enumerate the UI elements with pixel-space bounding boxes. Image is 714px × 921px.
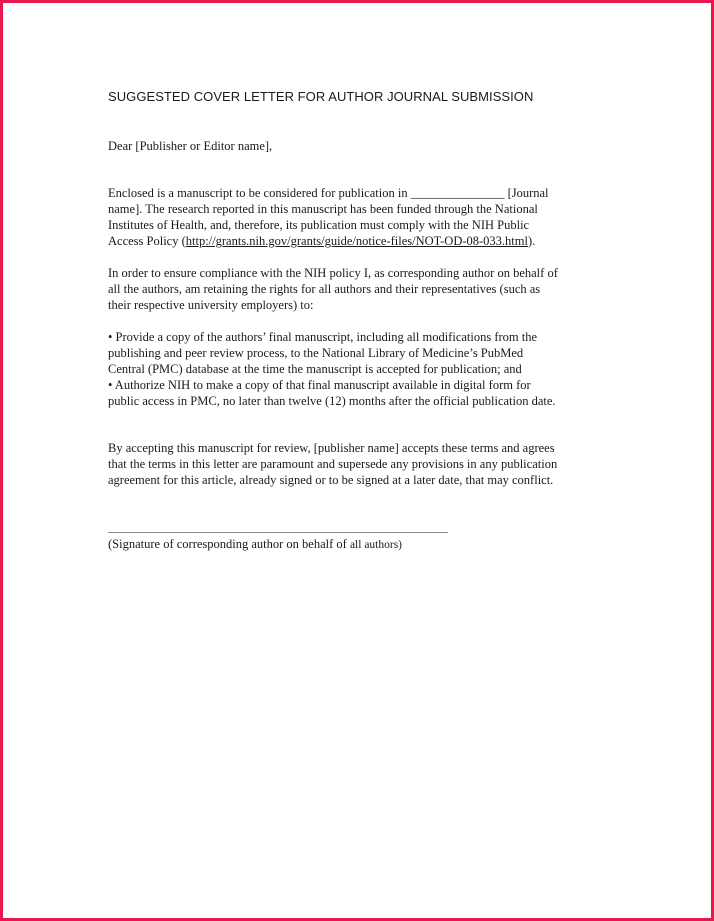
salutation <box>108 138 618 154</box>
salutation-text: Dear [Publisher or Editor name], <box>108 139 273 153</box>
paragraph2-line: all the authors, am retaining the rights for all authors and their representatives (such as <box>108 282 541 296</box>
paragraph2-line: their respective university employers) to: <box>108 298 314 312</box>
signature-caption-text <box>108 536 618 553</box>
paragraph4-line: that the terms in this letter are paramount and supersede any provisions in any publication <box>108 457 558 471</box>
paragraph1-line: Institutes of Health, and, therefore, its publication must comply with the NIH Public <box>108 218 530 232</box>
paragraph4-line: By accepting this manuscript for review, [publisher name] accepts these terms and agrees <box>108 441 555 455</box>
paragraph1-line: name]. The research reported in this manuscript has been funded through the National <box>108 202 538 216</box>
signature-line <box>108 532 448 533</box>
paragraph1-link-prefix: Access Policy ( <box>108 234 186 248</box>
document-title: SUGGESTED COVER LETTER FOR AUTHOR JOURNAL SUBMISSION <box>108 89 534 104</box>
paragraph1-line: Enclosed is a manuscript to be considered for publication in _______________ [Journal <box>108 186 549 200</box>
bullet-list <box>108 329 618 409</box>
signature-caption-main: (Signature of corresponding author on behalf of <box>108 537 350 551</box>
paragraph-acceptance-terms <box>108 440 618 488</box>
paragraph-compliance <box>108 265 618 313</box>
signature-caption <box>108 536 618 553</box>
paragraph-manuscript-enclosed <box>108 185 618 249</box>
paragraph1-line-with-link <box>108 233 618 249</box>
paragraph1-link-suffix: ). <box>527 234 536 248</box>
bullet-authorize-nih-line: public access in PMC, no later than twelve (12) months after the official publication date. <box>108 394 556 408</box>
bullet-provide-copy-line: • Provide a copy of the authors’ final manuscript, including all modifications from the <box>108 330 538 344</box>
paragraph2-line: In order to ensure compliance with the NIH policy I, as corresponding author on behalf of <box>108 266 558 280</box>
bullet-provide-copy-line: Central (PMC) database at the time the manuscript is accepted for publication; and <box>108 362 522 376</box>
nih-policy-link[interactable]: http://grants.nih.gov/grants/guide/notice-files/NOT-OD-08-033.html <box>185 234 528 248</box>
bullet-authorize-nih-line: • Authorize NIH to make a copy of that final manuscript available in digital form for <box>108 378 531 392</box>
bullet-provide-copy-line: publishing and peer review process, to the National Library of Medicine’s PubMed <box>108 346 524 360</box>
paragraph4-line: agreement for this article, already signed or to be signed at a later date, that may conflict. <box>108 473 554 487</box>
signature-caption-small: all authors) <box>349 539 403 551</box>
